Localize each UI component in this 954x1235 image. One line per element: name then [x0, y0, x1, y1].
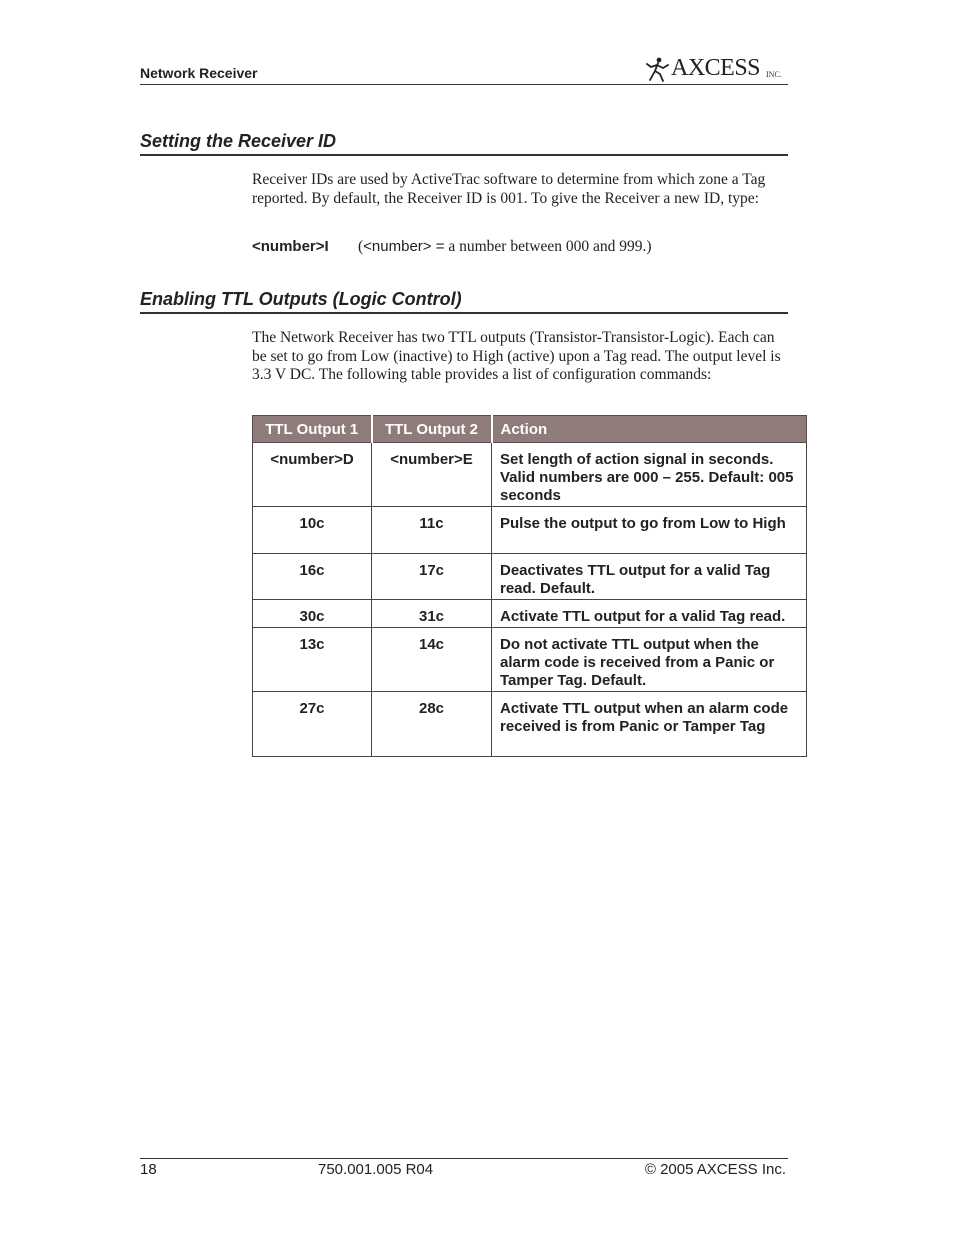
ttl-outputs-paragraph: The Network Receiver has two TTL outputs (Transistor-Transistor-Logic). Each can be set to go from Low (inactive) to High (active) upon a Tag read. The output level is 3.3 V DC. The following table provides a list of configuration commands:: [252, 329, 781, 383]
copyright: © 2005 AXCESS Inc.: [644, 1161, 786, 1178]
receiver-id-command-description: (<number> = a number between 000 and 999.): [358, 238, 652, 255]
ttl-output-2-cell: 17c: [372, 554, 492, 600]
action-cell: Deactivates TTL output for a valid Tag read. Default.: [492, 554, 807, 600]
company-logo: [646, 55, 791, 83]
running-figure-icon: [646, 57, 670, 83]
ttl-output-2-cell: 31c: [372, 600, 492, 628]
ttl-output-2-cell: 14c: [372, 628, 492, 692]
table-row: [253, 628, 807, 692]
receiver-id-command: <number>I: [252, 238, 329, 255]
logo-inc: INC.: [766, 70, 782, 79]
ttl-output-1-cell: 30c: [253, 600, 372, 628]
ttl-output-1-cell: 27c: [253, 692, 372, 757]
logo-wordmark: AXCESS: [671, 55, 761, 81]
action-cell: Activate TTL output for a valid Tag read.: [492, 600, 807, 628]
action-cell: Pulse the output to go from Low to High: [492, 507, 807, 554]
ttl-output-2-cell: <number>E: [372, 443, 492, 507]
running-header-title: Network Receiver: [140, 65, 258, 81]
ttl-output-2-cell: 11c: [372, 507, 492, 554]
table-row: [253, 443, 807, 507]
receiver-id-paragraph: Receiver IDs are used by ActiveTrac software to determine from which zone a Tag reported. By default, the Receiver ID is 001. To give the Receiver a new ID, type:: [252, 171, 766, 207]
column-header: TTL Output 1: [253, 416, 372, 443]
ttl-output-1-cell: 16c: [253, 554, 372, 600]
table-row: [253, 692, 807, 757]
action-cell: Set length of action signal in seconds. Valid numbers are 000 – 255. Default: 005 seconds: [492, 443, 807, 507]
ttl-output-1-cell: <number>D: [253, 443, 372, 507]
table-row: [253, 600, 807, 628]
section-heading-receiver-id: Setting the Receiver ID: [140, 131, 337, 151]
document-number: 750.001.005 R04: [318, 1161, 434, 1178]
header-rule: [140, 84, 788, 85]
column-header: Action: [492, 416, 807, 443]
ttl-command-table: [252, 415, 807, 757]
section-rule: [140, 312, 788, 314]
action-cell: Activate TTL output when an alarm code received is from Panic or Tamper Tag: [492, 692, 807, 757]
section-rule: [140, 154, 788, 156]
ttl-output-1-cell: 10c: [253, 507, 372, 554]
page-number: 18: [140, 1161, 157, 1178]
section-heading-ttl-outputs: Enabling TTL Outputs (Logic Control): [140, 289, 462, 309]
action-cell: Do not activate TTL output when the alarm code is received from a Panic or Tamper Tag. Default.: [492, 628, 807, 692]
table-row: [253, 554, 807, 600]
ttl-output-1-cell: 13c: [253, 628, 372, 692]
table-row: [253, 507, 807, 554]
column-header: TTL Output 2: [372, 416, 492, 443]
ttl-output-2-cell: 28c: [372, 692, 492, 757]
table-header-row: [253, 416, 807, 443]
footer-rule: [140, 1158, 788, 1159]
